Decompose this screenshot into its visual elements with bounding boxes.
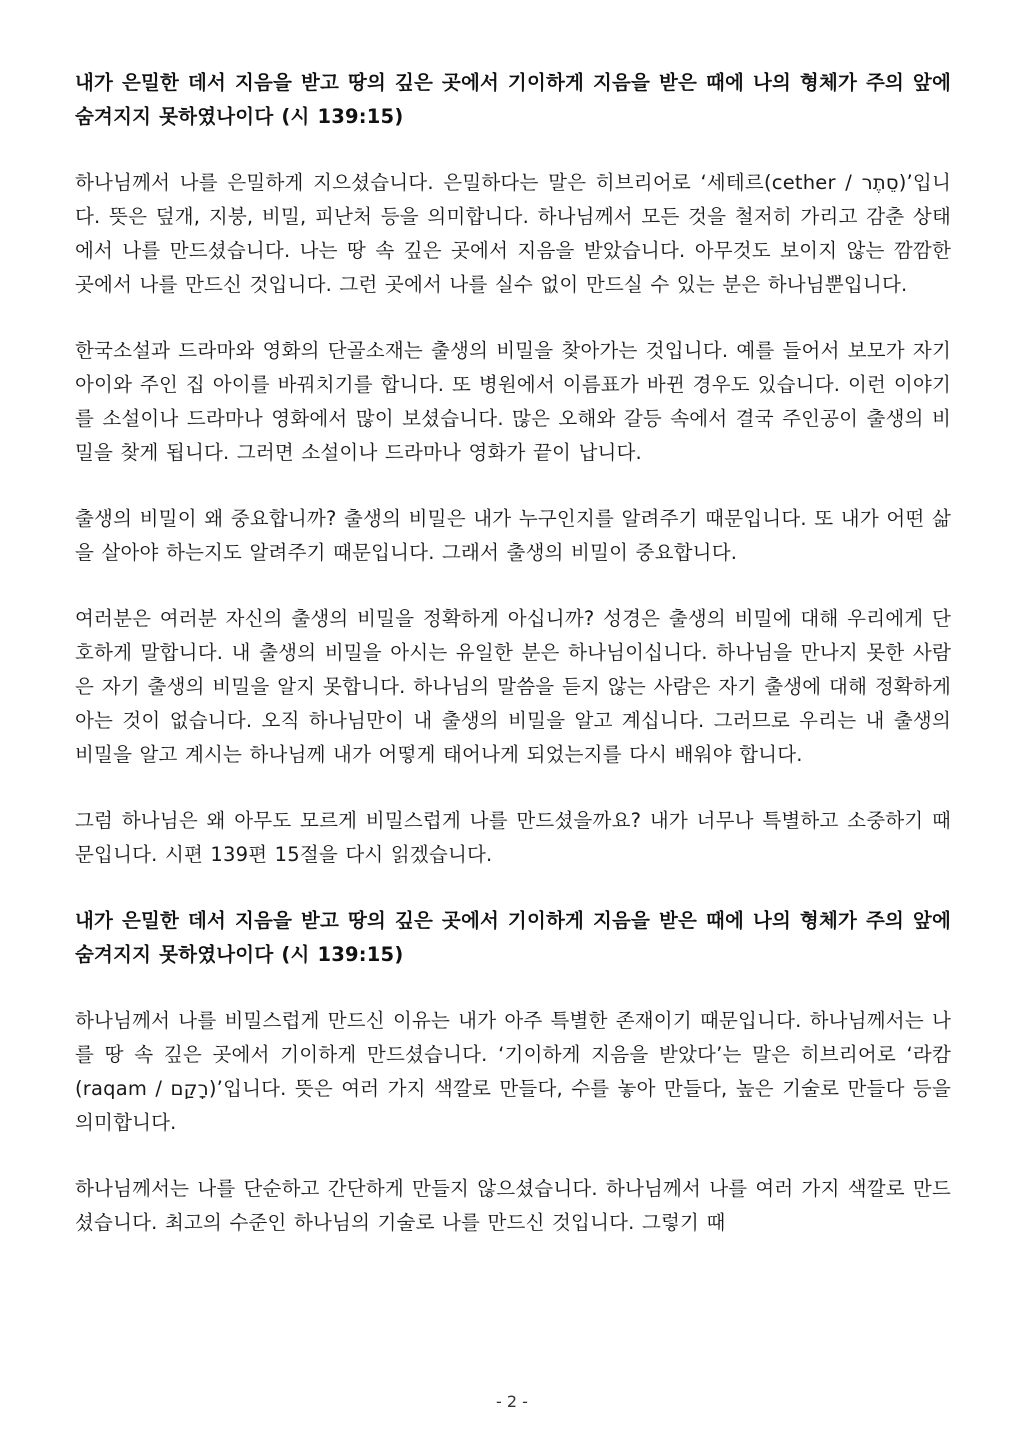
page-number: - 2 -	[496, 1392, 528, 1411]
scripture-verse: 내가 은밀한 데서 지음을 받고 땅의 깊은 곳에서 기이하게 지음을 받은 때에 나의 형체가 주의 앞에 숨겨지지 못하였나이다 (시 139:15)	[75, 909, 951, 966]
body-paragraph: 여러분은 여러분 자신의 출생의 비밀을 정확하게 아십니까? 성경은 출생의 비밀에 대해 우리에게 단호하게 말합니다. 내 출생의 비밀을 아시는 유일한 분은 하나님이십니다. 하나님을 만나지 못한 사람은 자기 출생의 비밀을 알지 못합니다. 하나님의 말씀을 듣지 않는 사람은 자기 출생에 대해 정확하게 아는 것이 없습니다. 오직 하나님만이 내 출생의 비밀을 알고 계십니다. 그러므로 우리는 내 출생의 비밀을 알고 계시는 하나님께 내가 어떻게 태어나게 되었는지를 다시 배워야 합니다.	[75, 607, 951, 766]
body-paragraph: 한국소설과 드라마와 영화의 단골소재는 출생의 비밀을 찾아가는 것입니다. 예를 들어서 보모가 자기 아이와 주인 집 아이를 바꿔치기를 합니다. 또 병원에서 이름표가 바뀐 경우도 있습니다. 이런 이야기를 소설이나 드라마나 영화에서 많이 보셨습니다. 많은 오해와 갈등 속에서 결국 주인공이 출생의 비밀을 찾게 됩니다. 그러면 소설이나 드라마나 영화가 끝이 납니다.	[75, 339, 951, 464]
body-paragraph: 하나님께서는 나를 단순하고 간단하게 만들지 않으셨습니다. 하나님께서 나를 여러 가지 색깔로 만드셨습니다. 최고의 수준인 하나님의 기술로 나를 만드신 것입니다. 그렇기 때	[75, 1177, 951, 1234]
body-paragraph: 그럼 하나님은 왜 아무도 모르게 비밀스럽게 나를 만드셨을까요? 내가 너무나 특별하고 소중하기 때문입니다. 시편 139편 15절을 다시 읽겠습니다.	[75, 809, 951, 866]
scripture-verse: 내가 은밀한 데서 지음을 받고 땅의 깊은 곳에서 기이하게 지음을 받은 때에 나의 형체가 주의 앞에 숨겨지지 못하였나이다 (시 139:15)	[75, 71, 951, 128]
document-page	[75, 66, 951, 1272]
body-paragraph: 하나님께서 나를 은밀하게 지으셨습니다. 은밀하다는 말은 히브리어로 ‘세테르(cether / סֵתֶר)’입니다. 뜻은 덮개, 지붕, 비밀, 피난처 등을 의미합니다. 하나님께서 모든 것을 철저히 가리고 감춘 상태에서 나를 만드셨습니다. 나는 땅 속 깊은 곳에서 지음을 받았습니다. 아무것도 보이지 않는 깜깜한 곳에서 나를 만드신 것입니다. 그런 곳에서 나를 실수 없이 만드실 수 있는 분은 하나님뿐입니다.	[75, 171, 951, 296]
body-paragraph: 하나님께서 나를 비밀스럽게 만드신 이유는 내가 아주 특별한 존재이기 때문입니다. 하나님께서는 나를 땅 속 깊은 곳에서 기이하게 만드셨습니다. ‘기이하게 지음을 받았다’는 말은 히브리어로 ‘라캄(raqam / רָקַם)’입니다. 뜻은 여러 가지 색깔로 만들다, 수를 놓아 만들다, 높은 기술로 만들다 등을 의미합니다.	[75, 1009, 951, 1134]
body-paragraph: 출생의 비밀이 왜 중요합니까? 출생의 비밀은 내가 누구인지를 알려주기 때문입니다. 또 내가 어떤 삶을 살아야 하는지도 알려주기 때문입니다. 그래서 출생의 비밀이 중요합니다.	[75, 507, 951, 564]
